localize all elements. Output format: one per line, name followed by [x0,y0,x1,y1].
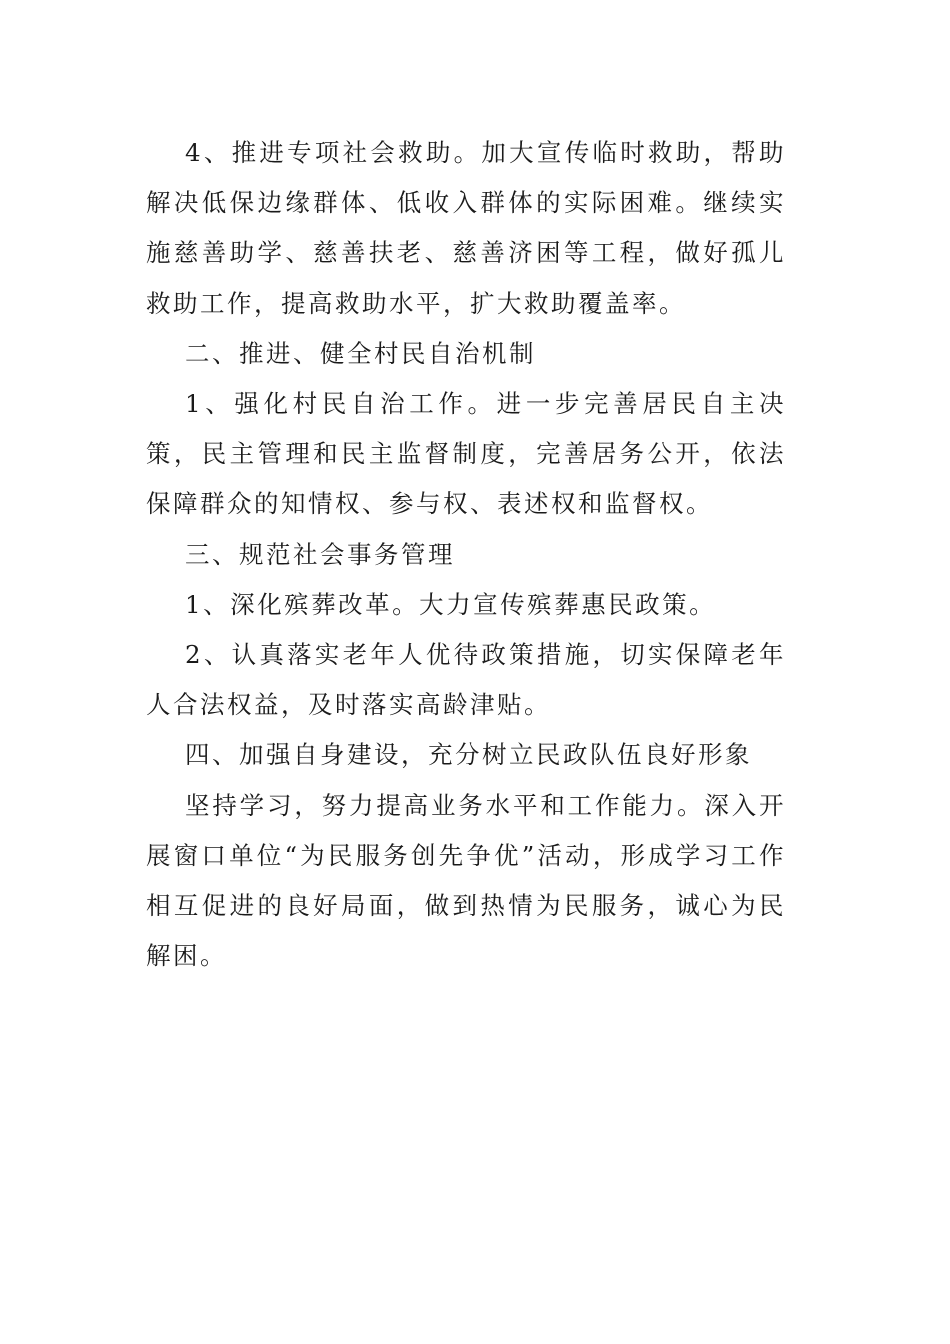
paragraph-special-assistance: 4、推进专项社会救助。加大宣传临时救助，帮助解决低保边缘群体、低收入群体的实际困难。继续实施慈善助学、慈善扶老、慈善济困等工程，做好孤儿救助工作，提高救助水平，扩大救助覆盖率。 [146,138,786,318]
paragraph-learning: 坚持学习，努力提高业务水平和工作能力。深入开展窗口单位“为民服务创先争优”活动，形成学习工作相互促进的良好局面，做到热情为民服务，诚心为民解困。 [146,790,786,971]
paragraph-villager-autonomy: 1、强化村民自治工作。进一步完善居民自主决策，民主管理和民主监督制度，完善居务公开，依法保障群众的知情权、参与权、表述权和监督权。 [146,389,786,519]
heading-self-building: 四、加强自身建设，充分树立民政队伍良好形象 [185,740,752,770]
heading-social-affairs: 三、规范社会事务管理 [185,539,455,569]
paragraph-funeral-reform: 1、深化殡葬改革。大力宣传殡葬惠民政策。 [185,589,717,619]
paragraph-elderly-policy: 2、认真落实老年人优待政策措施，切实保障老年人合法权益，及时落实高龄津贴。 [146,640,786,720]
heading-villager-autonomy: 二、推进、健全村民自治机制 [185,338,536,368]
document-body [146,128,786,981]
